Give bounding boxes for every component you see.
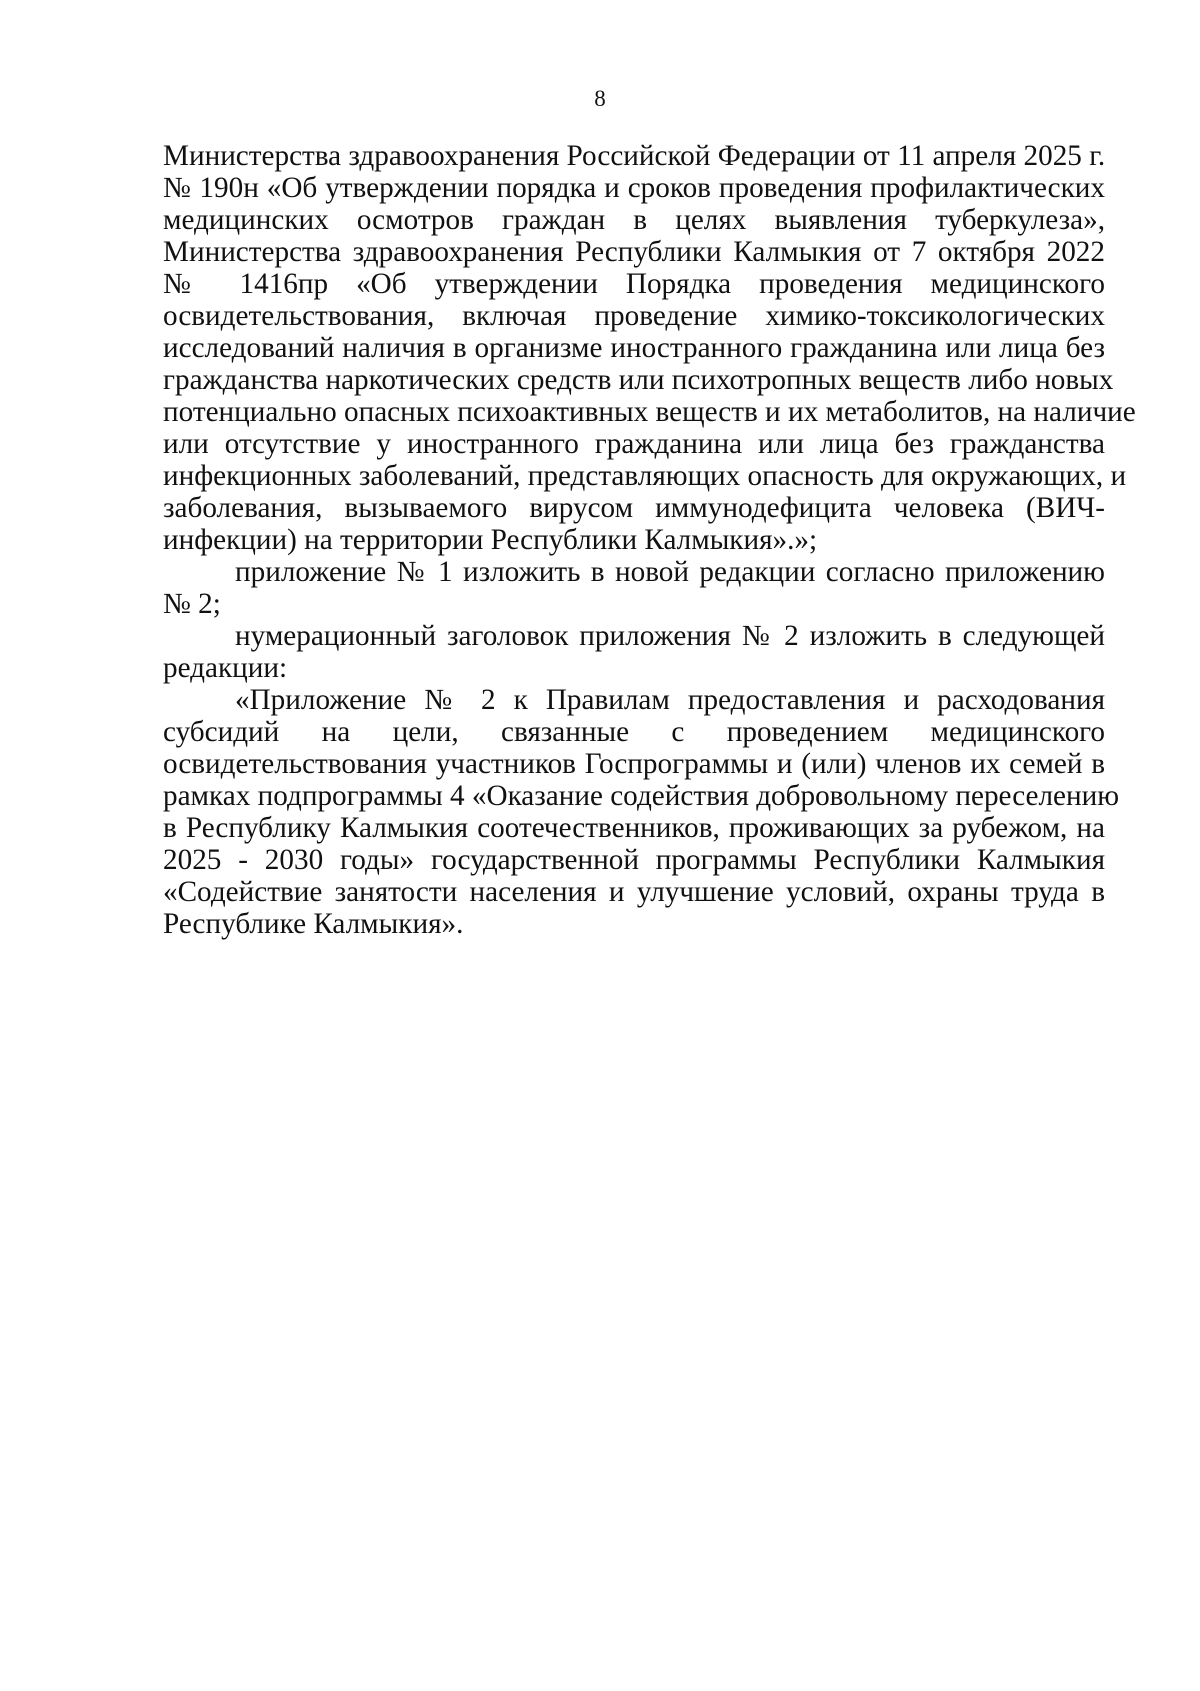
text-line: «Приложение № 2 к Правилам предоставления и расходования bbox=[235, 684, 1105, 716]
text-line: инфекционных заболеваний, представляющих опасность для окружающих, и bbox=[163, 460, 1127, 492]
text-line: медицинских осмотров граждан в целях выявления туберкулеза», bbox=[163, 204, 1105, 236]
text-line: 2025 - 2030 годы» государственной программы Республики Калмыкия bbox=[163, 844, 1105, 876]
text-line: № 190н «Об утверждении порядка и сроков проведения профилактических bbox=[163, 172, 1105, 204]
text-line: заболевания, вызываемого вирусом иммунодефицита человека (ВИЧ- bbox=[163, 492, 1105, 524]
page-number: 8 bbox=[594, 86, 606, 111]
paragraph-appendix-2-heading bbox=[163, 620, 1105, 684]
text-line: освидетельствования участников Госпрограммы и (или) членов их семей в bbox=[163, 748, 1105, 780]
text-line: Министерства здравоохранения Республики Калмыкия от 7 октября 2022 bbox=[163, 236, 1105, 268]
text-line: Республике Калмыкия». bbox=[163, 908, 464, 940]
text-line: нумерационный заголовок приложения № 2 изложить в следующей bbox=[235, 620, 1105, 652]
text-line: рамках подпрограммы 4 «Оказание содействия добровольному переселению bbox=[163, 780, 1120, 812]
text-line: приложение № 1 изложить в новой редакции согласно приложению bbox=[235, 556, 1105, 588]
paragraph-appendix-1 bbox=[163, 556, 1105, 620]
paragraph-appendix-2-text bbox=[163, 684, 1120, 940]
text-line: № 1416пр «Об утверждении Порядка проведения медицинского bbox=[163, 268, 1105, 300]
paragraph-ministry-orders bbox=[163, 140, 1136, 556]
text-line: освидетельствования, включая проведение химико-токсикологических bbox=[163, 300, 1105, 332]
text-line: или отсутствие у иностранного гражданина или лица без гражданства bbox=[163, 428, 1105, 460]
text-line: Министерства здравоохранения Российской Федерации от 11 апреля 2025 г. bbox=[163, 140, 1106, 172]
text-line: инфекции) на территории Республики Калмыкия».»; bbox=[163, 524, 818, 556]
document-body bbox=[163, 140, 1136, 940]
text-line: гражданства наркотических средств или психотропных веществ либо новых bbox=[163, 364, 1114, 396]
text-line: «Содействие занятости населения и улучшение условий, охраны труда в bbox=[163, 876, 1105, 908]
text-line: № 2; bbox=[163, 588, 221, 620]
text-line: потенциально опасных психоактивных веществ и их метаболитов, на наличие bbox=[163, 396, 1136, 428]
text-line: исследований наличия в организме иностранного гражданина или лица без bbox=[163, 332, 1105, 364]
text-line: в Республику Калмыкия соотечественников, проживающих за рубежом, на bbox=[163, 812, 1105, 844]
text-line: редакции: bbox=[163, 652, 288, 684]
text-line: субсидий на цели, связанные с проведением медицинского bbox=[163, 716, 1105, 748]
